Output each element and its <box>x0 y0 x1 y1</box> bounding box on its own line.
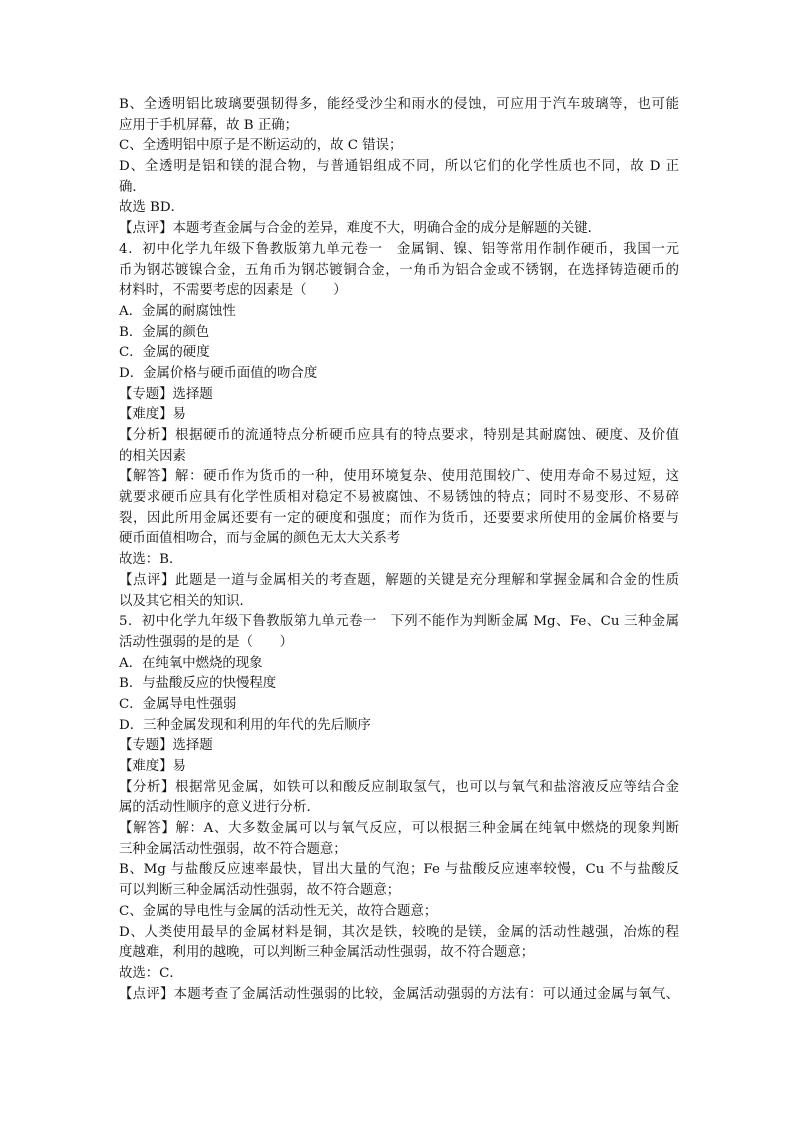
text-line: B．金属的颜色 <box>119 324 210 340</box>
text-line: C．金属的硬度 <box>119 345 210 361</box>
text-line: 以及其它相关的知识． <box>119 593 253 609</box>
text-line: B．与盐酸反应的快慢程度 <box>119 676 277 692</box>
text-line: A．在纯氧中燃烧的现象 <box>119 655 263 671</box>
text-line: 故选：C． <box>119 965 183 981</box>
text-line: 【分析】根据常见金属，如铁可以和酸反应制取氢气，也可以与氧气和盐溶液反应等结合金 <box>119 779 679 795</box>
text-line: D、全透明是铝和镁的混合物，与普通铝组成不同，所以它们的化学性质也不同，故 D 正 <box>119 159 679 175</box>
text-line: 就要求硬币应具有化学性质相对稳定不易被腐蚀、不易锈蚀的特点；同时不易变形、不易碎 <box>119 490 679 506</box>
text-line: 币为钢芯镀镍合金，五角币为钢芯镀铜合金，一角币为铝合金或不锈钢，在选择铸造硬币的 <box>119 262 679 278</box>
text-line: 【解答】解：A、大多数金属可以与氧气反应，可以根据三种金属在纯氧中燃烧的现象判断 <box>119 821 679 837</box>
text-line: 5．初中化学九年级下鲁教版第九单元卷一 下列不能作为判断金属 Mg、Fe、Cu 三种金属 <box>119 614 679 630</box>
text-line: 【专题】选择题 <box>119 386 213 402</box>
text-line: 【解答】解：硬币作为货币的一种，使用环境复杂、使用范围较广、使用寿命不易过短，这 <box>119 469 679 485</box>
text-line: 裂，因此所用金属还要有一定的硬度和强度；而作为货币，还要要求所使用的金属价格要与 <box>119 510 679 526</box>
text-line: D．三种金属发现和利用的年代的先后顺序 <box>119 717 371 733</box>
text-line: 【专题】选择题 <box>119 738 213 754</box>
text-line: 故选 BD． <box>119 200 185 216</box>
text-line: B、全透明铝比玻璃要强韧得多，能经受沙尘和雨水的侵蚀，可应用于汽车玻璃等，也可能 <box>119 97 679 112</box>
text-line: 材料时，不需要考虑的因素是（ ） <box>119 283 347 299</box>
text-line: 4．初中化学九年级下鲁教版第九单元卷一 金属铜、镍、铝等常用作制作硬币，我国一元 <box>119 241 679 257</box>
text-line: C、金属的导电性与金属的活动性无关，故符合题意； <box>119 903 438 919</box>
text-line: 【点评】本题考查金属与合金的差异，难度不大，明确合金的成分是解题的关键． <box>119 221 602 237</box>
text-line: 硬币面值相吻合，而与金属的颜色无太大关系考 <box>119 531 401 547</box>
text-line: 活动性强弱的是的是（ ） <box>119 634 294 650</box>
text-line: B、Mg 与盐酸反应速率最快，冒出大量的气泡；Fe 与盐酸反应速率较慢，Cu 不与盐酸反 <box>119 862 679 878</box>
text-line: D．金属价格与硬币面值的吻合度 <box>119 365 318 381</box>
text-line: 【点评】此题是一道与金属相关的考查题，解题的关键是充分理解和掌握金属和合金的性质 <box>119 572 679 588</box>
text-line: 三种金属活动性强弱，故不符合题意； <box>119 841 347 857</box>
text-line: D、人类使用最早的金属材料是铜，其次是铁，较晚的是镁，金属的活动性越强，冶炼的程 <box>119 924 679 940</box>
text-line: 可以判断三种金属活动性强弱，故不符合题意； <box>119 883 401 899</box>
text-line: 的相关因素 <box>119 448 186 464</box>
document-body <box>119 95 679 1005</box>
text-line: 故选：B． <box>119 552 183 568</box>
text-line: C、全透明铝中原子是不断运动的，故 C 错误； <box>119 138 403 154</box>
text-line: A．金属的耐腐蚀性 <box>119 303 236 319</box>
text-line: 【难度】易 <box>119 759 186 774</box>
text-line: 度越难，利用的越晚，可以判断三种金属活动性强弱，故不符合题意； <box>119 945 535 961</box>
text-line: 【分析】根据硬币的流通特点分析硬币应具有的特点要求，特别是其耐腐蚀、硬度、及价值 <box>119 428 679 443</box>
text-line: 属的活动性顺序的意义进行分析． <box>119 800 320 816</box>
text-line: 确． <box>119 179 146 195</box>
text-line: C．金属导电性强弱 <box>119 696 237 712</box>
text-line: 应用于手机屏幕，故 B 正确； <box>119 117 299 133</box>
text-line: 【难度】易 <box>119 407 186 423</box>
text-line: 【点评】本题考查了金属活动性强弱的比较，金属活动强弱的方法有：可以通过金属与氧气、 <box>119 986 679 1002</box>
